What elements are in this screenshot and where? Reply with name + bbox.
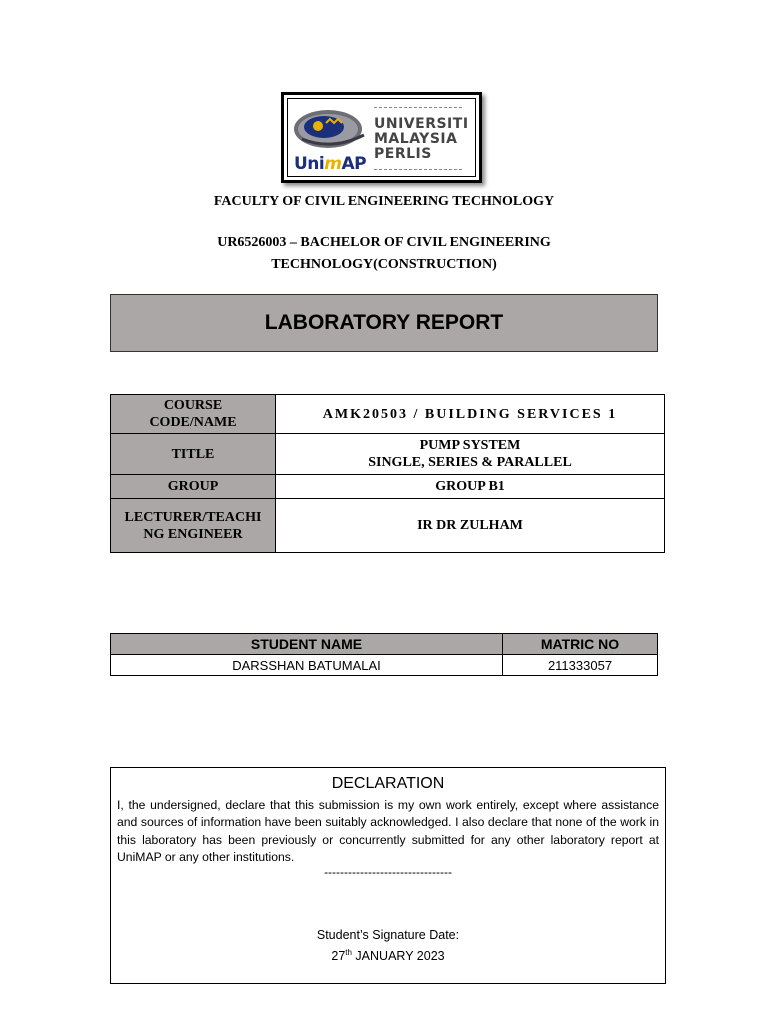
declaration-title: DECLARATION [331,775,445,792]
declaration-box [110,767,666,984]
student-table [110,633,658,676]
group-value: GROUP B1 [276,475,665,499]
signature-line: -------------------------------- [324,864,452,879]
matric-no-header: MATRIC NO [503,634,658,655]
lecturer-label: LECTURER/TEACHI NG ENGINEER [111,499,276,553]
student-name-header: STUDENT NAME [111,634,503,655]
course-value: AMK20503 / BUILDING SERVICES 1 [276,395,665,434]
signature-label: Student’s Signature Date: [316,928,460,942]
matric-no: 211333057 [503,655,658,676]
signature-block [111,926,665,965]
university-name: UNIVERSITI MALAYSIA PERLIS [374,116,469,162]
group-label: GROUP [111,475,276,499]
course-label: COURSE CODE/NAME [111,395,276,434]
course-info-table [110,394,665,553]
report-title: LABORATORY REPORT [110,294,658,352]
table-header-row [111,634,658,655]
logo-inner-border [287,98,476,177]
declaration-text: I, the undersigned, declare that this submission is my own work entirely, except where assistance and sources of information have been suitably acknowledged. I also declare that none of the work in this laboratory has been previously or concurrently submitted for any other laboratory report at UniMAP or any other institutions. [117,798,659,865]
student-name: DARSSHAN BATUMALAI [111,655,503,676]
logo-divider [374,107,462,108]
programme-name: UR6526003 – BACHELOR OF CIVIL ENGINEERING TECHNOLOGY(CONSTRUCTION) [217,235,551,272]
table-row [111,475,665,499]
table-row [111,395,665,434]
university-logo [281,92,482,183]
logo-divider [374,169,462,170]
lecturer-value: IR DR ZULHAM [276,499,665,553]
faculty-name: FACULTY OF CIVIL ENGINEERING TECHNOLOGY [213,194,555,209]
unimap-wordmark: UnimAP [294,154,367,174]
title-label: TITLE [111,434,276,475]
title-value: PUMP SYSTEM SINGLE, SERIES & PARALLEL [276,434,665,475]
unimap-emblem-icon [292,105,370,155]
signature-date: 27th JANUARY 2023 [331,948,445,964]
table-row [111,434,665,475]
table-row [111,499,665,553]
table-row [111,655,658,676]
